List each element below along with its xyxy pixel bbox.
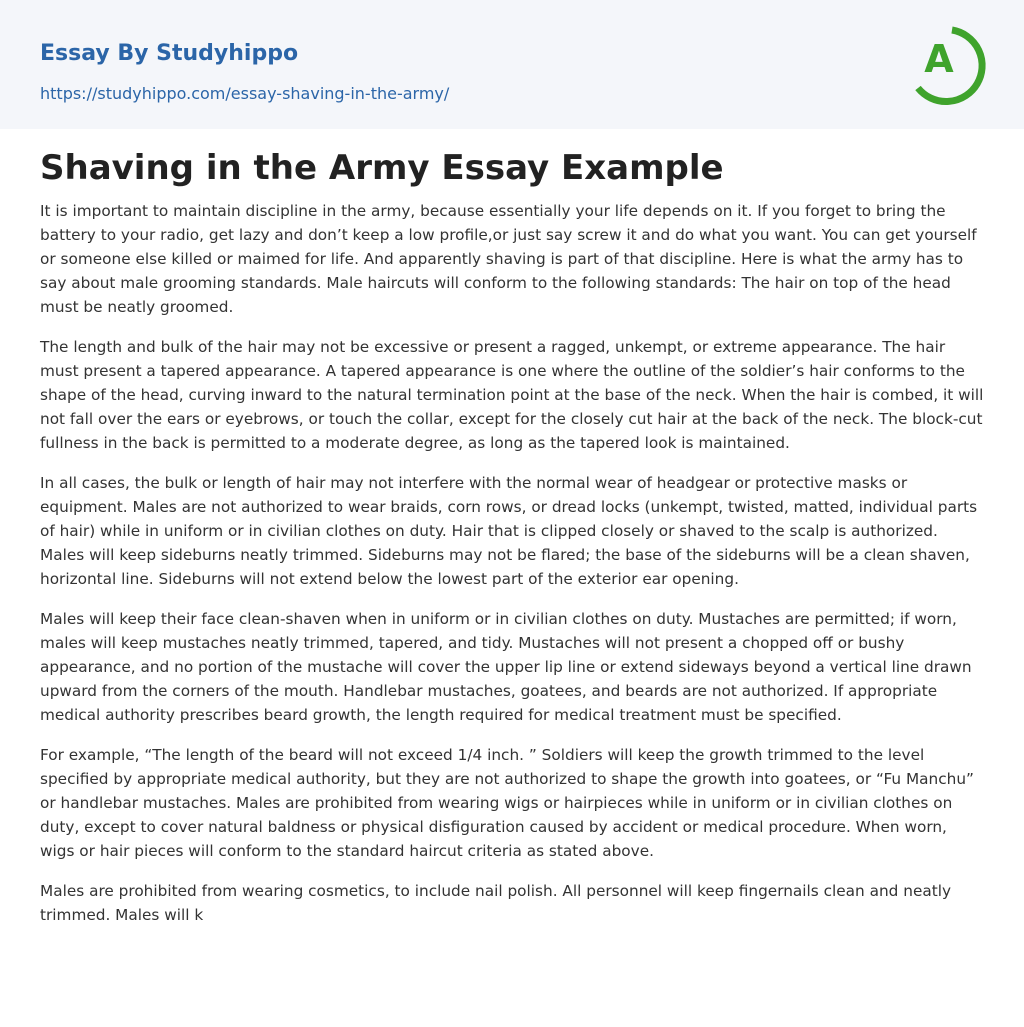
brand-title[interactable]: Essay By Studyhippo (40, 41, 299, 66)
paragraph-2: The length and bulk of the hair may not be excessive or present a ragged, unkempt, or extreme appearance. The hair must present a tapered appearance. A tapered appearance is one where the outline of the soldier’s hair conforms to the shape of the head, curving inward to the natural termination point at the base of the neck. When the hair is combed, it will not fall over the ears or eyebrows, or touch the collar, except for the closely cut hair at the back of the neck. The block-cut fullness in the back is permitted to a moderate degree, as long as the tapered look is maintained. (40, 338, 984, 452)
essay-url-link[interactable]: https://studyhippo.com/essay-shaving-in-the-army/ (40, 84, 450, 103)
paragraph-4: Males will keep their face clean-shaven when in uniform or in civilian clothes on duty. Mustaches are permitted; if worn, males will keep mustaches neatly trimmed, tapered, and tidy. Mustaches will not present a chopped off or bushy appearance, and no portion of the mustache will cover the upper lip line or extend sideways beyond a vertical line drawn upward from the corners of the mouth. Handlebar mustaches, goatees, and beards are not authorized. If appropriate medical authority prescribes beard growth, the length required for medical treatment must be specified. (40, 610, 972, 724)
paragraph-5: For example, “The length of the beard will not exceed 1/4 inch. ” Soldiers will keep the growth trimmed to the level specified by appropriate medical authority, but they are not authorized to shape the growth into goatees, or “Fu Manchu” or handlebar mustaches. Males are prohibited from wearing wigs or hairpieces while in uniform or in civilian clothes on duty, except to cover natural baldness or physical disfiguration caused by accident or medical procedure. When worn, wigs or hair pieces will conform to the standard haircut criteria as stated above. (40, 746, 974, 860)
logo-letter: A (924, 37, 954, 81)
paragraph-6: Males are prohibited from wearing cosmetics, to include nail polish. All personnel will keep fingernails clean and neatly trimmed. Males will k (40, 882, 952, 924)
studyhippo-logo-icon[interactable] (910, 18, 990, 108)
site-header (0, 0, 1024, 129)
article (40, 146, 984, 943)
page-title: Shaving in the Army Essay Example (40, 148, 724, 188)
paragraph-3: In all cases, the bulk or length of hair may not interfere with the normal wear of headgear or protective masks or equipment. Males are not authorized to wear braids, corn rows, or dread locks (unkempt, twisted, matted, individual parts of hair) while in uniform or in civilian clothes on duty. Hair that is clipped closely or shaved to the scalp is authorized. Males will keep sideburns neatly trimmed. Sideburns may not be flared; the base of the sideburns will be a clean shaven, horizontal line. Sideburns will not extend below the lowest part of the exterior ear opening. (40, 474, 978, 588)
paragraph-1: It is important to maintain discipline in the army, because essentially your life depends on it. If you forget to bring the battery to your radio, get lazy and don’t keep a low profile,or just say screw it and do what you want. You can get yourself or someone else killed or maimed for life. And apparently shaving is part of that discipline. Here is what the army has to say about male grooming standards. Male haircuts will conform to the following standards: The hair on top of the head must be neatly groomed. (40, 202, 977, 316)
